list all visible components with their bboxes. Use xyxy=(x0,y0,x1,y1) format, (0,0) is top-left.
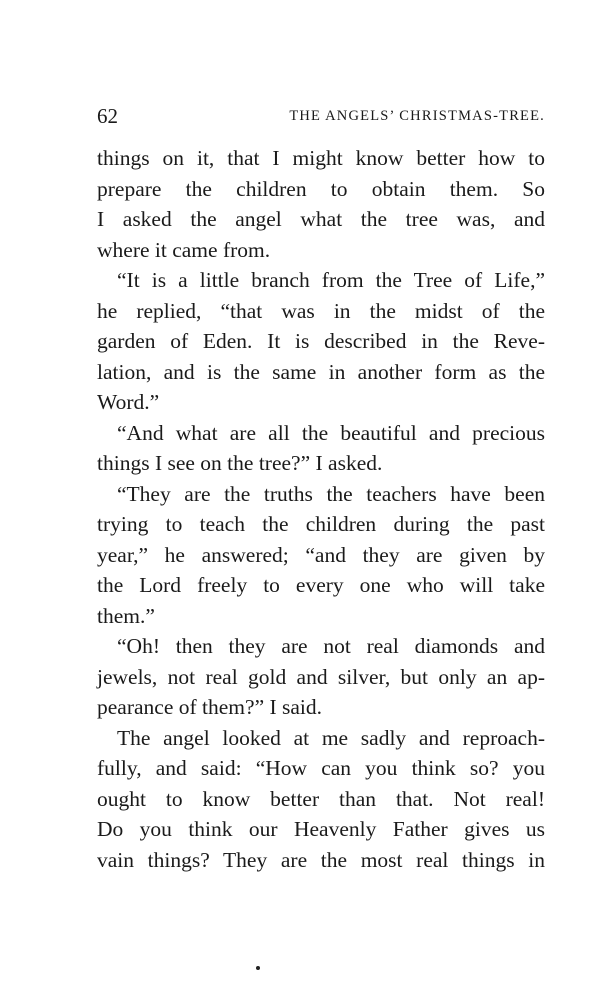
text-line: “It is a little branch from the Tree of Life,” xyxy=(117,268,545,292)
text-line: year,” he answered; “and they are given by xyxy=(97,542,545,567)
text-line: lation, and is the same in another form as the xyxy=(97,359,545,384)
text-line: garden of Eden. It is described in the Reve- xyxy=(97,329,545,353)
running-title: THE ANGELS’ CHRISTMAS-TREE. xyxy=(289,108,545,124)
text-line: jewels, not real gold and silver, but only an ap- xyxy=(97,664,545,689)
text-line: vain things? They are the most real things in xyxy=(97,847,545,872)
text-line: trying to teach the children during the past xyxy=(97,512,545,536)
text-line: The angel looked at me sadly and reproach- xyxy=(117,725,545,750)
text-line: Do you think our Heavenly Father gives us xyxy=(97,817,545,841)
text-line: them.” xyxy=(97,603,155,628)
page-header xyxy=(97,101,545,131)
text-line: things I see on the tree?” I asked. xyxy=(97,451,383,475)
text-line: “They are the truths the teachers have been xyxy=(117,481,545,506)
text-line: Word.” xyxy=(97,390,160,414)
text-line: pearance of them?” I said. xyxy=(97,695,323,719)
text-line: things on it, that I might know better how to xyxy=(97,146,545,170)
text-line: where it came from. xyxy=(97,237,271,262)
text-line: fully, and said: “How can you think so? you xyxy=(97,756,545,780)
text-line: he replied, “that was in the midst of the xyxy=(97,298,545,323)
body-text xyxy=(97,143,545,875)
page-number: 62 xyxy=(97,104,118,128)
text-line: ought to know better than that. Not real! xyxy=(97,786,545,811)
text-line: I asked the angel what the tree was, and xyxy=(97,207,545,231)
text-line: “And what are all the beautiful and precious xyxy=(117,420,545,445)
text-line: “Oh! then they are not real diamonds and xyxy=(117,634,545,658)
text-line: prepare the children to obtain them. So xyxy=(97,176,545,201)
page-speck xyxy=(256,966,260,970)
text-line: the Lord freely to every one who will take xyxy=(97,573,545,597)
